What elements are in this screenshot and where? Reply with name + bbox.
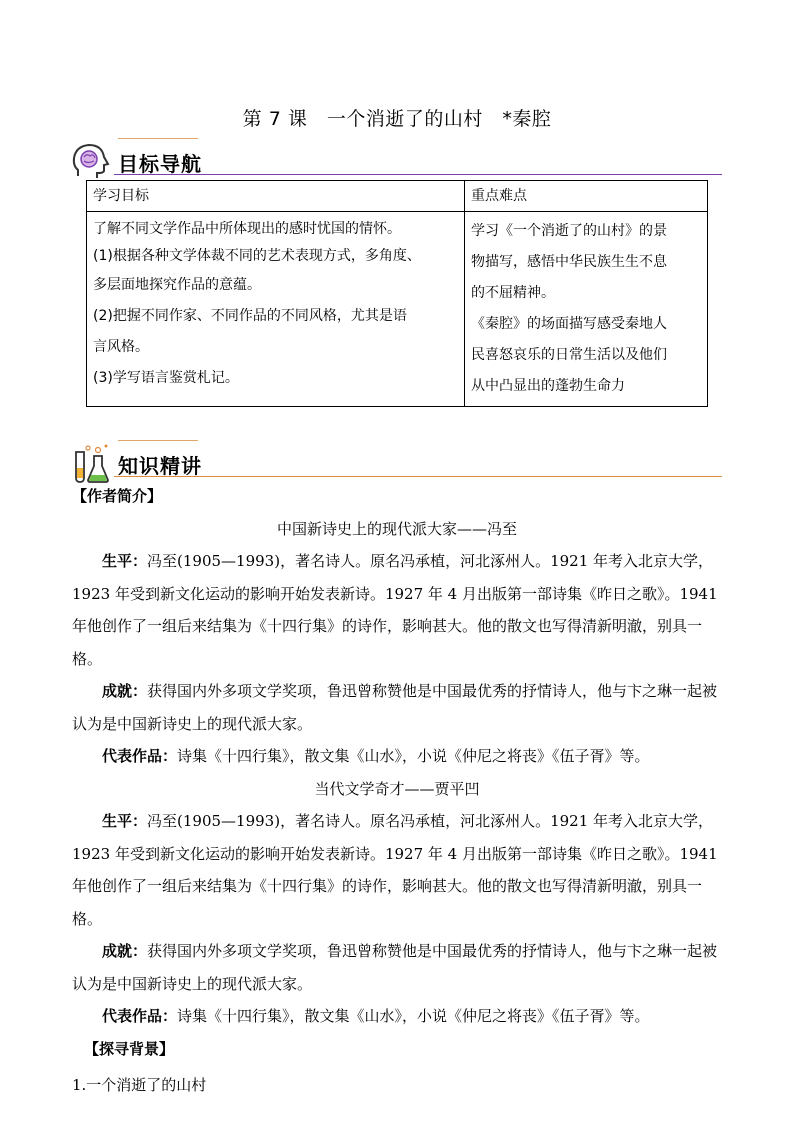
works-label: 代表作品： [102, 747, 178, 765]
cell-line: 了解不同文学作品中所体现出的感时忧国的情怀。 [93, 221, 401, 237]
cell-line: 民喜怒哀乐的日常生活以及他们 [471, 347, 667, 363]
section-header-goals [70, 136, 722, 184]
table-header-row [87, 181, 708, 212]
life-text: 冯至(1905—1993)，著名诗人。原名冯承植，河北涿州人。1921 年考入北京大学，1923 年受到新文化运动的影响开始发表新诗。1927 年 4 月出版第一部诗集《昨日之歌》。1941 年他创作了一组后来结集为《十四行集》的诗作，影响甚大。他的散文也写得清新明澈，别具一格。 [72, 812, 718, 928]
background-heading: 【探寻背景】 [84, 1039, 175, 1058]
table-header-cell: 学习目标 [87, 181, 465, 212]
author-intro-heading: 【作者简介】 [72, 487, 163, 505]
cell-line: 的不屈精神。 [471, 285, 555, 301]
works-text: 诗集《十四行集》，散文集《山水》，小说《仲尼之将丧》《伍子胥》等。 [177, 747, 650, 765]
cell-line: 《秦腔》的场面描写感受秦地人 [471, 316, 667, 332]
section-label-goals: 目标导航 [118, 152, 202, 176]
section-label-knowledge: 知识精讲 [118, 454, 202, 478]
author1-achievement [72, 675, 722, 740]
life-label: 生平： [102, 552, 148, 570]
cell-line: 学习《一个消逝了的山村》的景 [471, 223, 667, 239]
cell-line: 多层面地探究作品的意蕴。 [93, 277, 261, 293]
brain-head-icon [70, 140, 112, 182]
works-text: 诗集《十四行集》，散文集《山水》，小说《仲尼之将丧》《伍子胥》等。 [177, 1007, 650, 1025]
cell-line: (1)根据各种文学体裁不同的艺术表现方式，多角度、 [93, 248, 421, 264]
achievement-label: 成就： [102, 682, 148, 700]
author2-heading: 当代文学奇才——贾平凹 [314, 779, 480, 798]
achievement-label: 成就： [102, 942, 148, 960]
author2-achievement [72, 935, 722, 1000]
page-title: 第 7 课 一个消逝了的山村 *秦腔 [242, 108, 552, 130]
header-accent-line [118, 440, 198, 441]
cell-line: 言风格。 [93, 339, 149, 355]
works-label: 代表作品： [102, 1007, 178, 1025]
cell-line: (3)学写语言鉴赏札记。 [93, 370, 239, 386]
learning-goals-cell [87, 212, 465, 407]
header-accent-line [118, 138, 198, 139]
author1-life [72, 545, 722, 675]
section-header-knowledge [70, 438, 722, 486]
background-item-1: 1.一个消逝了的山村 [72, 1076, 207, 1094]
author2-life [72, 805, 722, 935]
author2-works [72, 1000, 722, 1033]
life-label: 生平： [102, 812, 148, 830]
cell-line: 从中凸显出的蓬勃生命力 [471, 378, 625, 394]
key-points-cell [465, 212, 708, 407]
cell-line: 物描写，感悟中华民族生生不息 [471, 254, 667, 270]
goals-table [86, 180, 708, 407]
life-text: 冯至(1905—1993)，著名诗人。原名冯承植，河北涿州人。1921 年考入北京大学，1923 年受到新文化运动的影响开始发表新诗。1927 年 4 月出版第一部诗集《昨日之歌》。1941 年他创作了一组后来结集为《十四行集》的诗作，影响甚大。他的散文也写得清新明澈，别具一格。 [72, 552, 718, 668]
author1-works [72, 740, 722, 773]
cell-line: (2)把握不同作家、不同作品的不同风格，尤其是语 [93, 308, 407, 324]
table-row [87, 212, 708, 407]
lab-flask-icon [70, 442, 112, 484]
header-underline [114, 174, 722, 175]
header-underline [114, 476, 722, 477]
achievement-text: 获得国内外多项文学奖项，鲁迅曾称赞他是中国最优秀的抒情诗人，他与卞之琳一起被认为是中国新诗史上的现代派大家。 [72, 682, 718, 733]
knowledge-body [72, 480, 722, 1102]
table-header-cell: 重点难点 [465, 181, 708, 212]
achievement-text: 获得国内外多项文学奖项，鲁迅曾称赞他是中国最优秀的抒情诗人，他与卞之琳一起被认为是中国新诗史上的现代派大家。 [72, 942, 718, 993]
author1-heading: 中国新诗史上的现代派大家——冯至 [276, 519, 517, 538]
